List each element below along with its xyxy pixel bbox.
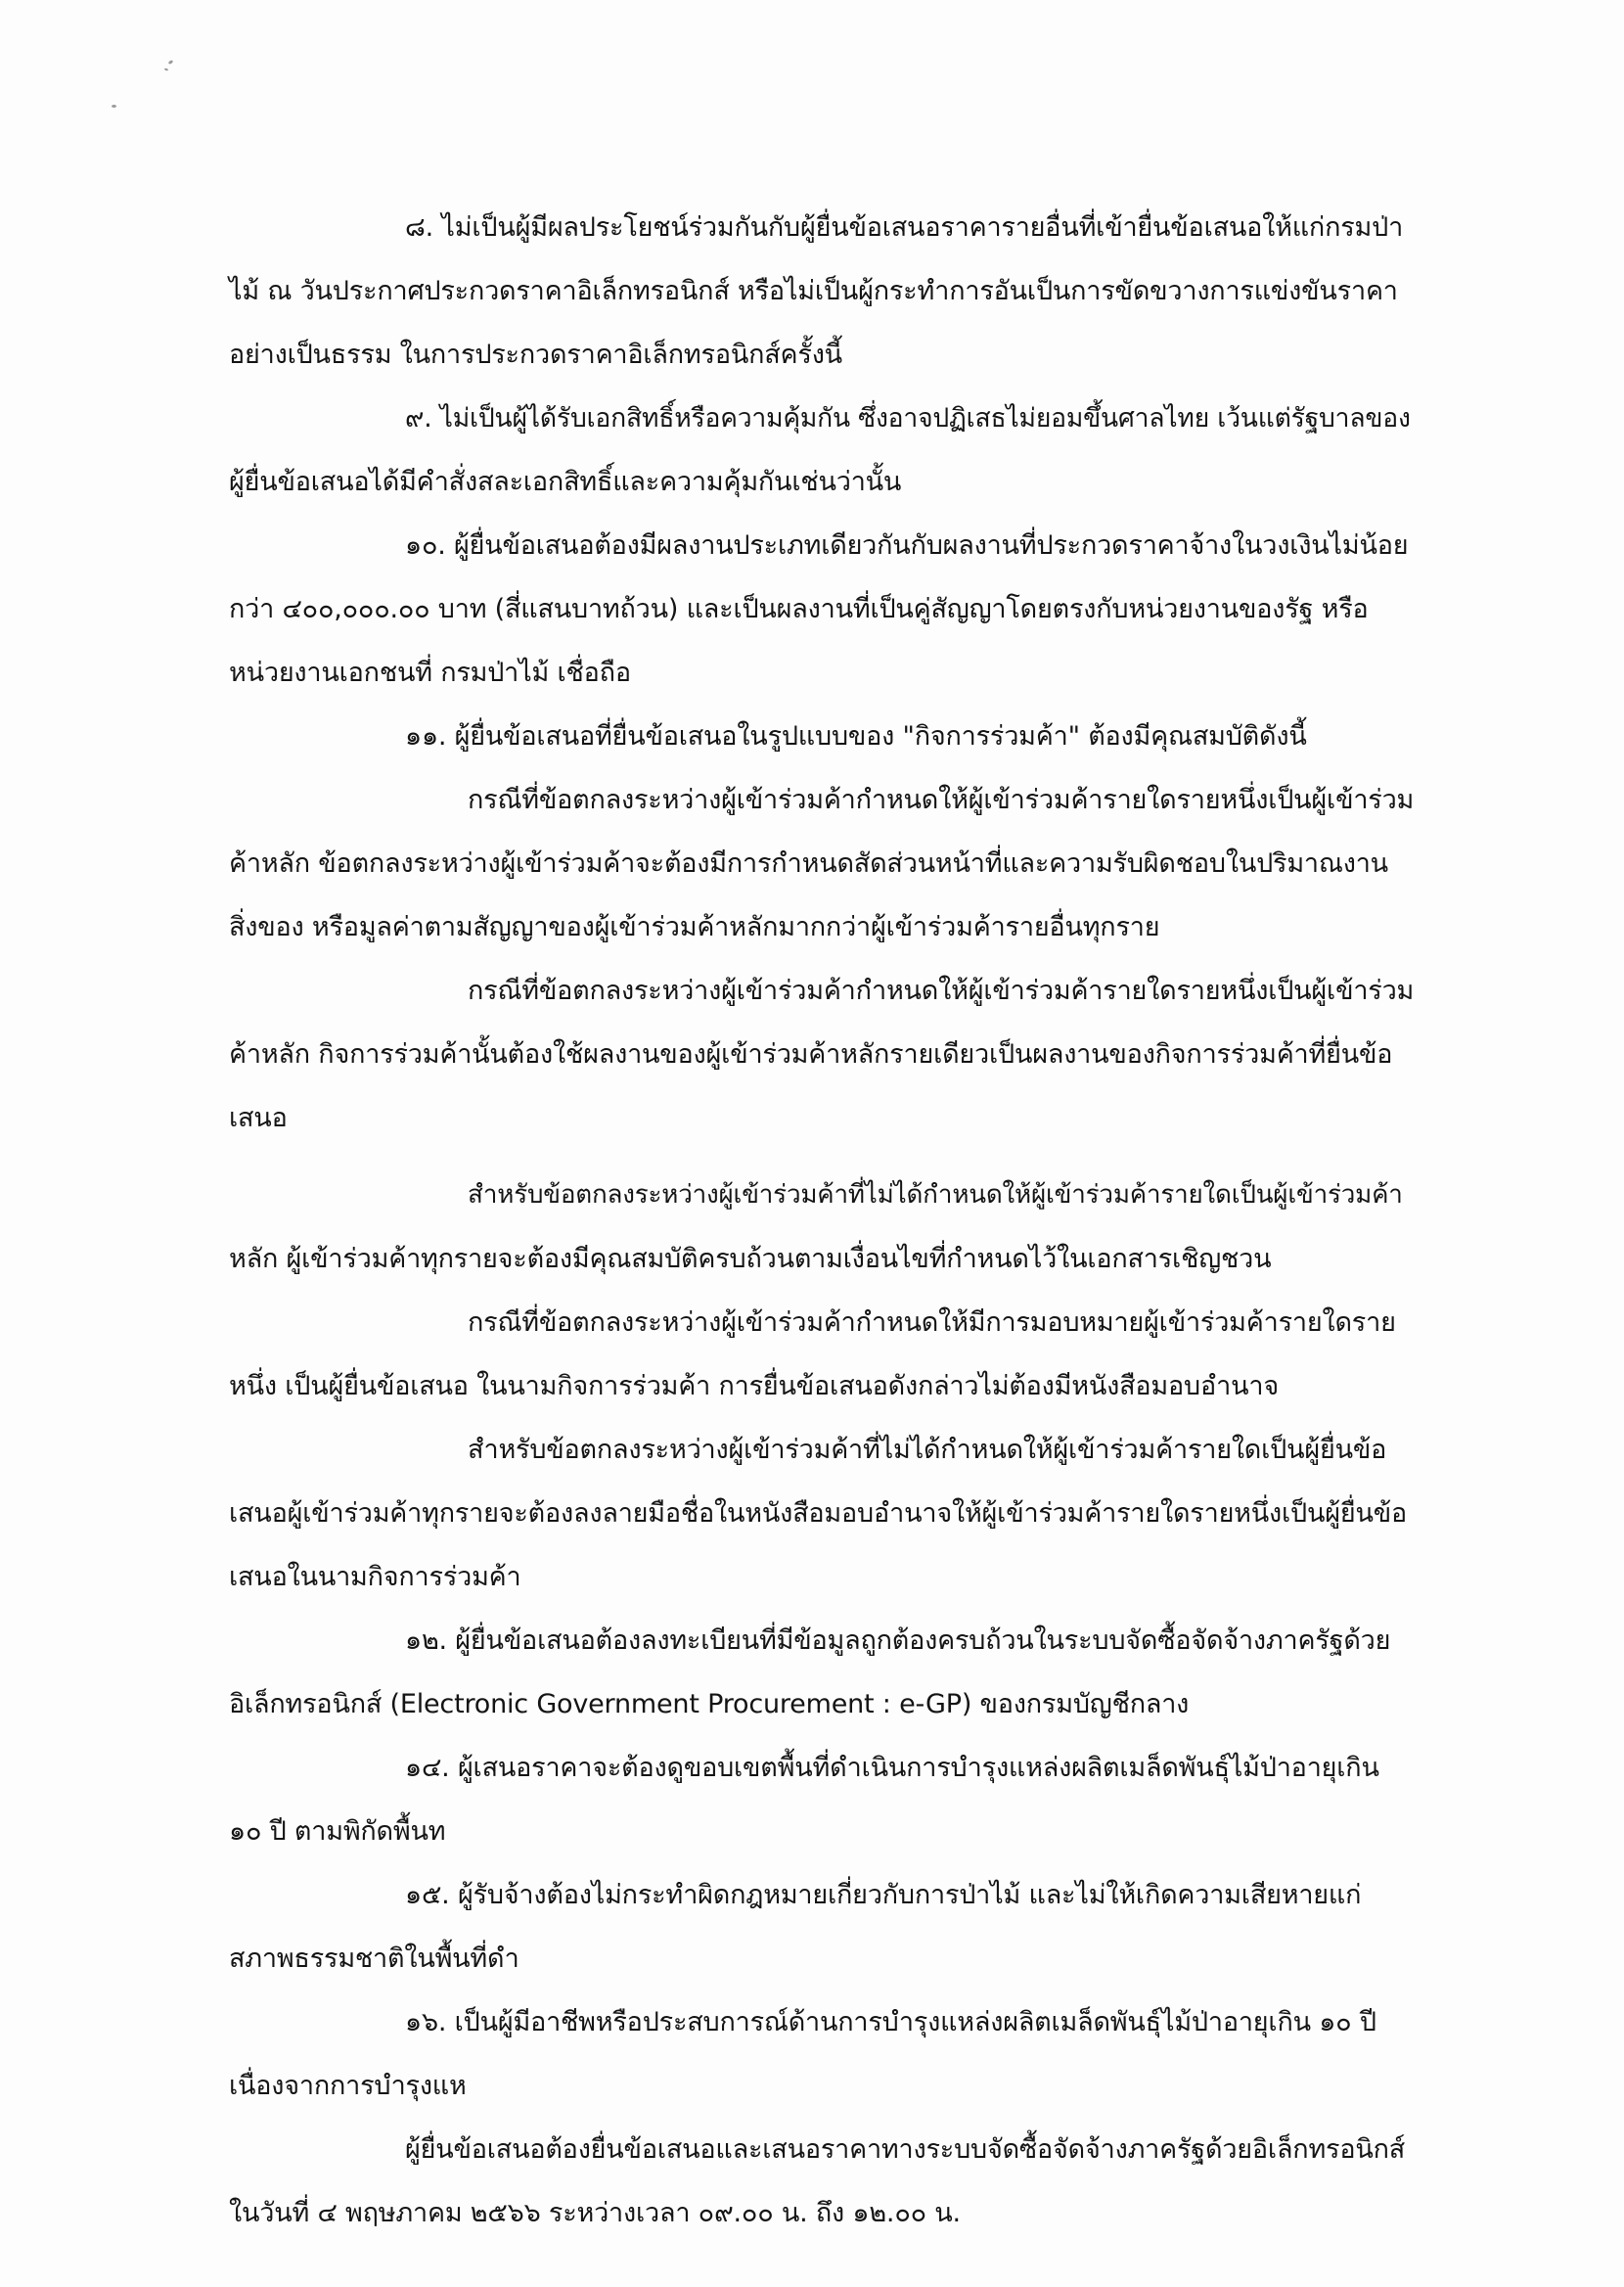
text-line: ผู้ยื่นข้อเสนอต้องยื่นข้อเสนอและเสนอราคาทางระบบจัดซื้อจัดจ้างภาครัฐด้วยอิเล็กทรอนิกส์ [405,2134,1406,2165]
text-line: เสนอ [229,1103,288,1133]
text-line: ๘. ไม่เป็นผู้มีผลประโยชน์ร่วมกันกับผู้ยื่นข้อเสนอราคารายอื่นที่เข้ายื่นข้อเสนอให้แก่กรมป่า [405,212,1404,243]
text-line: ๑๑. ผู้ยื่นข้อเสนอที่ยื่นข้อเสนอในรูปแบบของ "กิจการร่วมค้า" ต้องมีคุณสมบัติดังนี้ [405,721,1307,752]
text-line: สิ่งของ หรือมูลค่าตามสัญญาของผู้เข้าร่วมค้าหลักมากกว่าผู้เข้าร่วมค้ารายอื่นทุกราย [229,912,1160,942]
text-line: ในวันที่ ๔ พฤษภาคม ๒๕๖๖ ระหว่างเวลา ๐๙.๐๐ น. ถึง ๑๒.๐๐ น. [229,2198,961,2228]
text-line: ผู้ยื่นข้อเสนอได้มีคำสั่งสละเอกสิทธิ์และความคุ้มกันเช่นว่านั้น [229,467,902,497]
text-line: สำหรับข้อตกลงระหว่างผู้เข้าร่วมค้าที่ไม่ได้กำหนดให้ผู้เข้าร่วมค้ารายใดเป็นผู้ยื่นข้อ [468,1435,1387,1465]
text-line: หนึ่ง เป็นผู้ยื่นข้อเสนอ ในนามกิจการร่วมค้า การยื่นข้อเสนอดังกล่าวไม่ต้องมีหนังสือมอบอำนาจ [229,1371,1279,1401]
text-line: สภาพธรรมชาติในพื้นที่ดำ [229,1944,519,1974]
text-line: ค้าหลัก กิจการร่วมค้านั้นต้องใช้ผลงานของผู้เข้าร่วมค้าหลักรายเดียวเป็นผลงานของกิจการร่วมค้าที่ยื่นข้อ [229,1039,1393,1070]
text-line: ๙. ไม่เป็นผู้ได้รับเอกสิทธิ์หรือความคุ้มกัน ซึ่งอาจปฏิเสธไม่ยอมขึ้นศาลไทย เว้นแต่รัฐบาลของ [405,403,1411,434]
text-line: กรณีที่ข้อตกลงระหว่างผู้เข้าร่วมค้ากำหนดให้ผู้เข้าร่วมค้ารายใดรายหนึ่งเป็นผู้เข้าร่วม [468,976,1415,1006]
text-line: ค้าหลัก ข้อตกลงระหว่างผู้เข้าร่วมค้าจะต้องมีการกำหนดสัดส่วนหน้าที่และความรับผิดชอบในปริมาณงาน [229,848,1388,879]
text-line: ๑๔. ผู้เสนอราคาจะต้องดูขอบเขตพื้นที่ดำเนินการบำรุงแหล่งผลิตเมล็ดพันธุ์ไม้ป่าอายุเกิน [405,1753,1379,1783]
text-line: ๑๖. เป็นผู้มีอาชีพหรือประสบการณ์ด้านการบำรุงแหล่งผลิตเมล็ดพันธุ์ไม้ป่าอายุเกิน ๑๐ ปี [405,2007,1376,2037]
text-line: กรณีที่ข้อตกลงระหว่างผู้เข้าร่วมค้ากำหนดให้มีการมอบหมายผู้เข้าร่วมค้ารายใดราย [468,1307,1396,1338]
text-line: ไม้ ณ วันประกาศประกวดราคาอิเล็กทรอนิกส์ หรือไม่เป็นผู้กระทำการอันเป็นการขัดขวางการแข่งขันราคา [229,276,1398,306]
text-line: เสนอในนามกิจการร่วมค้า [229,1562,521,1592]
text-line: หลัก ผู้เข้าร่วมค้าทุกรายจะต้องมีคุณสมบัติครบถ้วนตามเงื่อนไขที่กำหนดไว้ในเอกสารเชิญชวน [229,1244,1272,1274]
scan-speck [112,105,116,108]
document-body [229,196,1432,2245]
text-line: เสนอผู้เข้าร่วมค้าทุกรายจะต้องลงลายมือชื่อในหนังสือมอบอำนาจให้ผู้เข้าร่วมค้ารายใดรายหนึ่งเป็นผู้ยื่นข้อ [229,1498,1408,1529]
text-line: สำหรับข้อตกลงระหว่างผู้เข้าร่วมค้าที่ไม่ได้กำหนดให้ผู้เข้าร่วมค้ารายใดเป็นผู้เข้าร่วมค้า [468,1180,1403,1210]
text-line: ๑๐. ผู้ยื่นข้อเสนอต้องมีผลงานประเภทเดียวกันกับผลงานที่ประกวดราคาจ้างในวงเงินไม่น้อย [405,530,1409,561]
text-line: อิเล็กทรอนิกส์ (Electronic Government Procurement : e-GP) ของกรมบัญชีกลาง [229,1689,1190,1719]
scan-speck [164,68,168,70]
text-line: ๑๒. ผู้ยื่นข้อเสนอต้องลงทะเบียนที่มีข้อมูลถูกต้องครบถ้วนในระบบจัดซื้อจัดจ้างภาครัฐด้วย [405,1625,1391,1656]
text-line: อย่างเป็นธรรม ในการประกวดราคาอิเล็กทรอนิกส์ครั้งนี้ [229,340,842,370]
text-line: ๑๐ ปี ตามพิกัดพื้นท [229,1816,446,1847]
text-line: กว่า ๔๐๐,๐๐๐.๐๐ บาท (สี่แสนบาทถ้วน) และเป็นผลงานที่เป็นคู่สัญญาโดยตรงกับหน่วยงานของรัฐ หรือ [229,594,1369,624]
text-line: เนื่องจากการบำรุงแห [229,2071,467,2101]
text-line: ๑๕. ผู้รับจ้างต้องไม่กระทำผิดกฎหมายเกี่ยวกับการป่าไม้ และไม่ให้เกิดความเสียหายแก่ [405,1880,1362,1910]
scan-speck [168,60,174,65]
text-line: กรณีที่ข้อตกลงระหว่างผู้เข้าร่วมค้ากำหนดให้ผู้เข้าร่วมค้ารายใดรายหนึ่งเป็นผู้เข้าร่วม [468,785,1415,815]
text-line: หน่วยงานเอกชนที่ กรมป่าไม้ เชื่อถือ [229,658,631,688]
